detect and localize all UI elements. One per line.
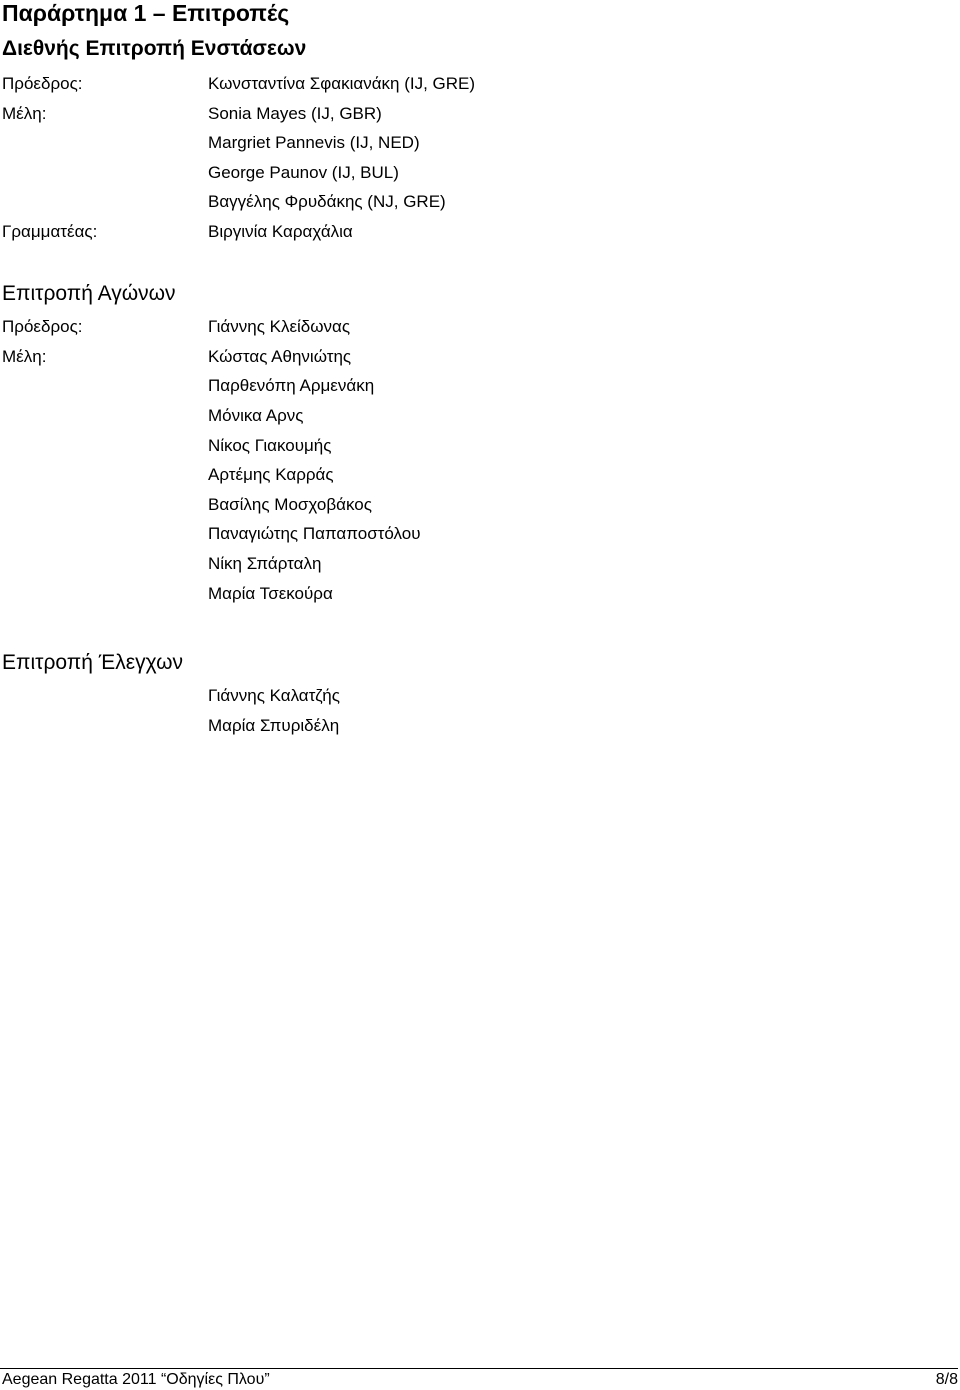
inspection-member: Μαρία Σπυριδέλη xyxy=(208,716,340,735)
race-member: Νίκη Σπάρταλη xyxy=(208,554,322,573)
race-member: Μαρία Τσεκούρα xyxy=(208,584,333,603)
footer-page-number: 8/8 xyxy=(935,1371,958,1388)
jury-chair-label: Πρόεδρος: xyxy=(2,74,83,93)
race-member: Μόνικα Αρνς xyxy=(208,406,304,425)
race-member: Παρθενόπη Αρμενάκη xyxy=(208,376,375,395)
race-chair-name: Γιάννης Κλείδωνας xyxy=(208,317,351,336)
jury-secretary-name: Βιργινία Καραχάλια xyxy=(208,222,353,241)
page-title: Παράρτημα 1 – Επιτροπές xyxy=(2,0,290,26)
jury-secretary-label: Γραμματέας: xyxy=(2,222,98,241)
race-member: Αρτέμης Καρράς xyxy=(208,465,334,484)
race-member: Κώστας Αθηνιώτης xyxy=(208,347,352,366)
jury-members-label: Μέλη: xyxy=(2,104,47,123)
jury-member: Margriet Pannevis (IJ, NED) xyxy=(208,133,420,152)
page-footer xyxy=(0,1368,958,1389)
inspection-committee-heading: Επιτροπή Έλεγχων xyxy=(2,651,183,674)
race-member: Νίκος Γιακουμής xyxy=(208,436,332,455)
race-members-label: Μέλη: xyxy=(2,347,47,366)
inspection-member: Γιάννης Καλατζής xyxy=(208,686,340,705)
footer-document-title: Aegean Regatta 2011 “Οδηγίες Πλου” xyxy=(2,1371,270,1388)
jury-member: Sonia Mayes (IJ, GBR) xyxy=(208,104,382,123)
race-member: Παναγιώτης Παπαποστόλου xyxy=(208,524,421,543)
race-chair-label: Πρόεδρος: xyxy=(2,317,83,336)
jury-member: Βαγγέλης Φρυδάκης (NJ, GRE) xyxy=(208,192,446,211)
race-committee-heading: Επιτροπή Αγώνων xyxy=(2,282,176,305)
race-member: Βασίλης Μοσχοβάκος xyxy=(208,495,372,514)
jury-chair-name: Κωνσταντίνα Σφακιανάκη (IJ, GRE) xyxy=(208,74,476,93)
international-jury-heading: Διεθνής Επιτροπή Ενστάσεων xyxy=(2,37,307,60)
jury-member: George Paunov (IJ, BUL) xyxy=(208,163,399,182)
